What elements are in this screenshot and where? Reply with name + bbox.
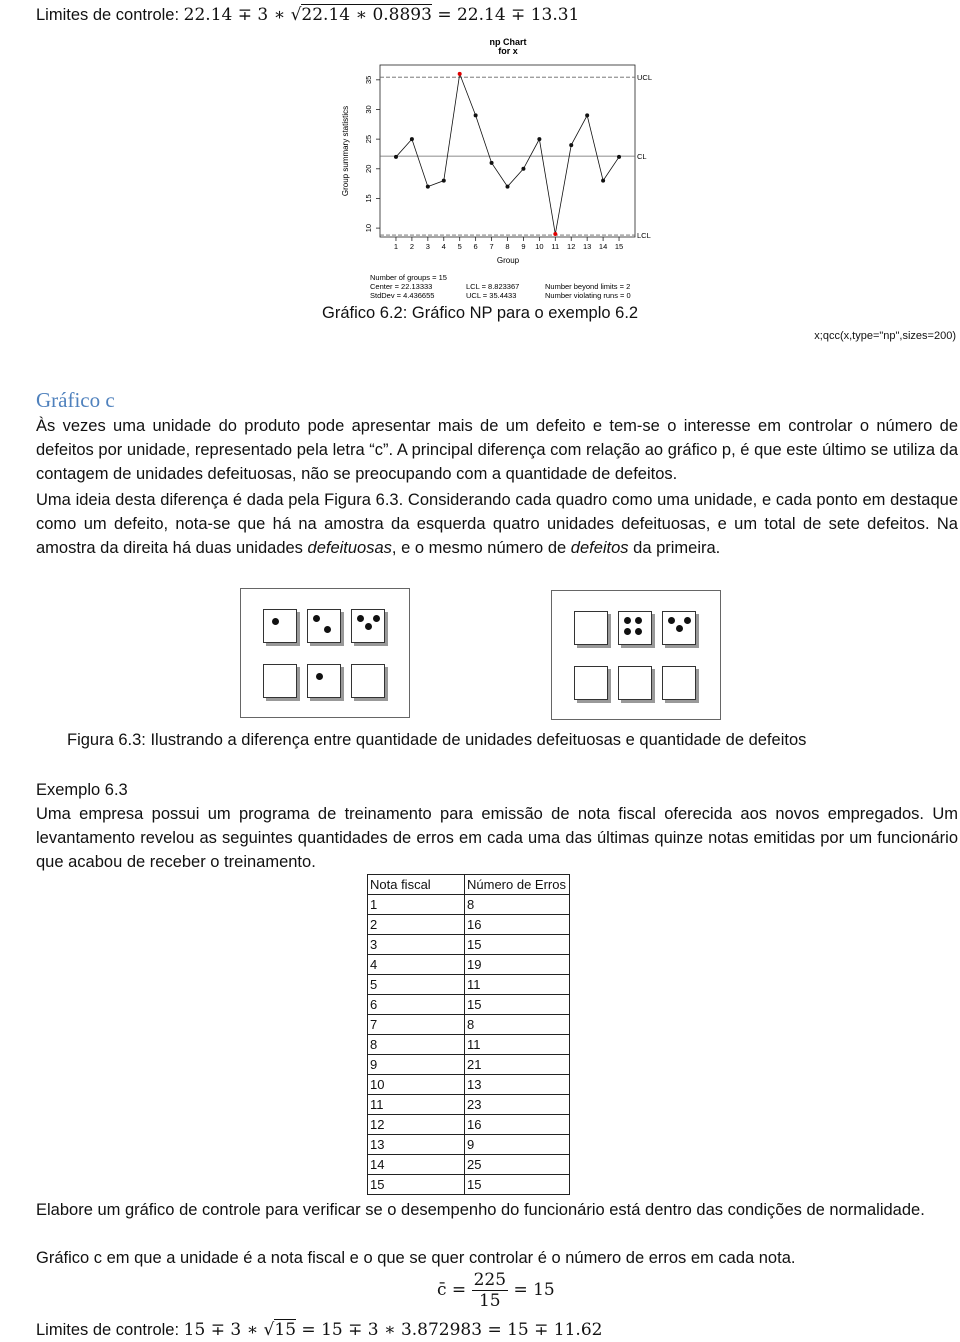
cell-erros: 21 [465,1055,570,1075]
cell-erros: 11 [465,975,570,995]
figure-caption: Figura 6.3: Ilustrando a diferença entre quantidade de unidades defeituosas e quantidade de defeitos [67,731,807,749]
table-header-nota: Nota fiscal [368,875,465,895]
defect-dot [357,615,364,622]
chart-xlabel: Group [496,256,520,265]
table-header-erros: Número de Erros [465,875,570,895]
para2-i2: defeitos [570,539,629,557]
section-title: Gráfico c [36,388,115,412]
x-tick-label: 14 [598,242,608,251]
die-unit [618,611,652,645]
cell-erros: 23 [465,1095,570,1115]
table-row [368,1075,570,1095]
example-text-block [36,802,958,874]
dice-sample-left [240,588,410,718]
para2-i1: defeituosas [307,539,392,557]
data-point [474,113,478,117]
bottom-expr-b: = 15 ∓ 3 ∗ 3.872983 = 15 ∓ 11.62 [296,1320,603,1340]
cell-erros: 13 [465,1075,570,1095]
cbar-formula [437,1270,555,1311]
table-row [368,1055,570,1075]
data-point [490,161,494,165]
chart-caption: Gráfico 6.2: Gráfico NP para o exemplo 6.2 [322,304,639,322]
data-point [410,137,414,141]
data-point [569,143,573,147]
cell-nota: 3 [368,935,465,955]
data-point [506,185,510,189]
table-row [368,1015,570,1035]
x-tick-label: 2 [409,242,414,251]
series-line [396,74,619,234]
paragraph-2 [36,488,958,560]
example-text: Uma empresa possui um programa de treinamento para emissão de nota fiscal oferecida aos novos empregados. Um levantamento revelou as seguintes quantidades de erros em cada uma das últimas quinze notas emitidas por um funcionário que acabou de receber o treinamento. [36,805,958,871]
x-tick-label: 1 [393,242,399,251]
lcl-label: LCL [637,231,651,241]
defect-dot [635,628,642,635]
x-tick-label: 15 [614,242,624,251]
data-point [617,155,621,159]
die-unit [574,611,608,645]
cell-erros: 15 [465,935,570,955]
c-text: Gráfico c em que a unidade é a nota fiscal e o que se quer controlar é o número de erros em cada nota. [36,1249,796,1267]
die-unit [662,611,696,645]
stat-lcl: LCL = 8.823367 [466,282,520,291]
cell-erros: 11 [465,1035,570,1055]
x-tick-label: 10 [535,242,544,251]
ucl-label: UCL [637,73,653,83]
cbar-result: = 15 [513,1280,555,1300]
cbar-numerator: 225 [473,1270,507,1290]
top-control-limits [36,3,579,27]
x-tick-label: 13 [582,242,592,251]
table-row [368,975,570,995]
cell-erros: 8 [465,895,570,915]
bottom-control-limits [36,1318,602,1342]
stat-groups: Number of groups = 15 [370,273,447,282]
sqrt-symbol: √ [263,1320,275,1340]
chart-ylabel: Group summary statistics [341,105,350,197]
top-expr-a: 22.14 ∓ 3 ∗ [183,5,291,25]
x-tick-label: 6 [473,242,478,251]
defect-dot [635,617,642,624]
task-text: Elabore um gráfico de controle para verificar se o desempenho do funcionário está dentro das condições de normalidade. [36,1201,925,1219]
out-of-control-point [553,232,557,236]
die-unit [574,666,608,700]
para2-b3: da primeira. [628,539,721,557]
y-tick-label: 20 [364,164,373,173]
table-row [368,1175,570,1195]
cell-nota: 14 [368,1155,465,1175]
defect-dot [324,626,331,633]
chart-marks [364,72,652,251]
die-unit [307,664,341,698]
cell-erros: 15 [465,995,570,1015]
stat-ucl: UCL = 35.4433 [466,291,517,300]
table-row [368,915,570,935]
data-point [442,179,446,183]
x-tick-label: 7 [489,242,494,251]
table-row [368,895,570,915]
x-tick-label: 12 [567,242,576,251]
cell-nota: 13 [368,1135,465,1155]
paragraph-2-text [36,488,958,560]
cell-nota: 7 [368,1015,465,1035]
top-limits-label: Limites de controle: [36,6,180,24]
cell-erros: 16 [465,915,570,935]
dice-sample-right [551,590,721,720]
table-row [368,1135,570,1155]
cell-erros: 19 [465,955,570,975]
defect-dot [684,617,691,624]
para2-main: Uma ideia desta diferença é dada pela Figura 6.3. Considerando cada quadro como uma unidade, e cada ponto em destaque como um defeito, nota-se que há na amostra da esquerda quatro unidades defeituosas, e um total de sete defeitos. [36,491,958,533]
defect-dot [668,617,675,624]
data-point [585,113,589,117]
para2-b2: , e o mesmo número de [391,539,571,557]
defect-dot [373,615,380,622]
x-tick-label: 8 [505,242,510,251]
plot-frame [380,65,635,237]
table-row [368,955,570,975]
defect-dot [676,625,683,632]
data-point [537,137,541,141]
out-of-control-point [458,72,462,76]
die-unit [307,609,341,643]
cell-erros: 25 [465,1155,570,1175]
top-limits-expr [184,4,580,25]
np-chart [330,35,653,305]
defect-dot [624,617,631,624]
cell-nota: 8 [368,1035,465,1055]
sqrt-symbol: √ [290,5,302,25]
errors-table [367,874,570,1195]
bottom-limits-expr [184,1319,603,1340]
paragraph-1-text: Às vezes uma unidade do produto pode apresentar mais de um defeito e tem-se o interesse em controlar o número de defeitos por unidade, representado pela letra “c”. A principal diferença com relação ao gráfico p, é que este último se utiliza da contagem de unidades defeituosas, não se preocupando com a quantidade de defeitos. [36,417,958,483]
data-point [521,167,525,171]
cell-nota: 15 [368,1175,465,1195]
cell-erros: 8 [465,1015,570,1035]
y-tick-label: 10 [364,223,373,233]
cell-nota: 2 [368,915,465,935]
x-tick-label: 11 [551,242,560,251]
y-tick-label: 30 [364,105,373,114]
defect-dot [365,623,372,630]
die-unit [351,664,385,698]
cell-erros: 9 [465,1135,570,1155]
cl-label: CL [637,152,647,162]
chart-title-2: for x [498,46,518,56]
para2-b1: Na amostra da direita há duas unidades [36,515,958,557]
task-block [36,1198,958,1222]
np-chart-svg [330,35,653,305]
data-point [426,185,430,189]
data-point [601,179,605,183]
stat-beyond: Number beyond limits = 2 [545,282,631,291]
cell-nota: 12 [368,1115,465,1135]
table-header-row [368,875,570,895]
x-tick-label: 4 [441,242,446,251]
cell-nota: 6 [368,995,465,1015]
stat-stddev: StdDev = 4.436655 [370,291,435,300]
cell-nota: 10 [368,1075,465,1095]
cell-nota: 11 [368,1095,465,1115]
bottom-limits-label: Limites de controle: [36,1321,180,1339]
x-tick-label: 5 [457,242,462,251]
table-row [368,1115,570,1135]
table-row [368,1095,570,1115]
die-unit [263,609,297,643]
die-unit [618,666,652,700]
r-code-line: x;qcc(x,type="np",sizes=200) [814,330,956,342]
die-unit [351,609,385,643]
stat-violating: Number violating runs = 0 [545,291,631,300]
defect-dot [313,615,320,622]
defect-dot [624,628,631,635]
defect-dot [272,618,279,625]
x-tick-label: 3 [425,242,430,251]
die-unit [662,666,696,700]
table-row [368,1035,570,1055]
cbar-symbol: c̄ = [437,1280,467,1300]
y-tick-label: 35 [364,75,373,84]
y-tick-label: 15 [364,194,373,203]
table-row [368,995,570,1015]
cell-erros: 16 [465,1115,570,1135]
paragraph-1 [36,414,958,486]
defect-dot [316,673,323,680]
table-row [368,935,570,955]
example-title: Exemplo 6.3 [36,781,128,799]
cbar-denominator: 15 [478,1291,501,1311]
data-point [394,155,398,159]
bottom-expr-a: 15 ∓ 3 ∗ [183,1320,264,1340]
cell-nota: 4 [368,955,465,975]
top-expr-b: = 22.14 ∓ 13.31 [431,5,580,25]
die-unit [263,664,297,698]
cell-nota: 9 [368,1055,465,1075]
x-tick-label: 9 [521,242,526,251]
bottom-sqrt-content: 15 [274,1320,297,1340]
cell-nota: 1 [368,895,465,915]
cell-erros: 15 [465,1175,570,1195]
table-row [368,1155,570,1175]
stat-center: Center = 22.13333 [370,282,433,291]
top-sqrt-content: 22.14 ∗ 0.8893 [301,5,432,25]
cell-nota: 5 [368,975,465,995]
chart-title-1: np Chart [489,37,527,47]
cbar-fraction [472,1270,508,1311]
y-tick-label: 25 [364,134,373,144]
